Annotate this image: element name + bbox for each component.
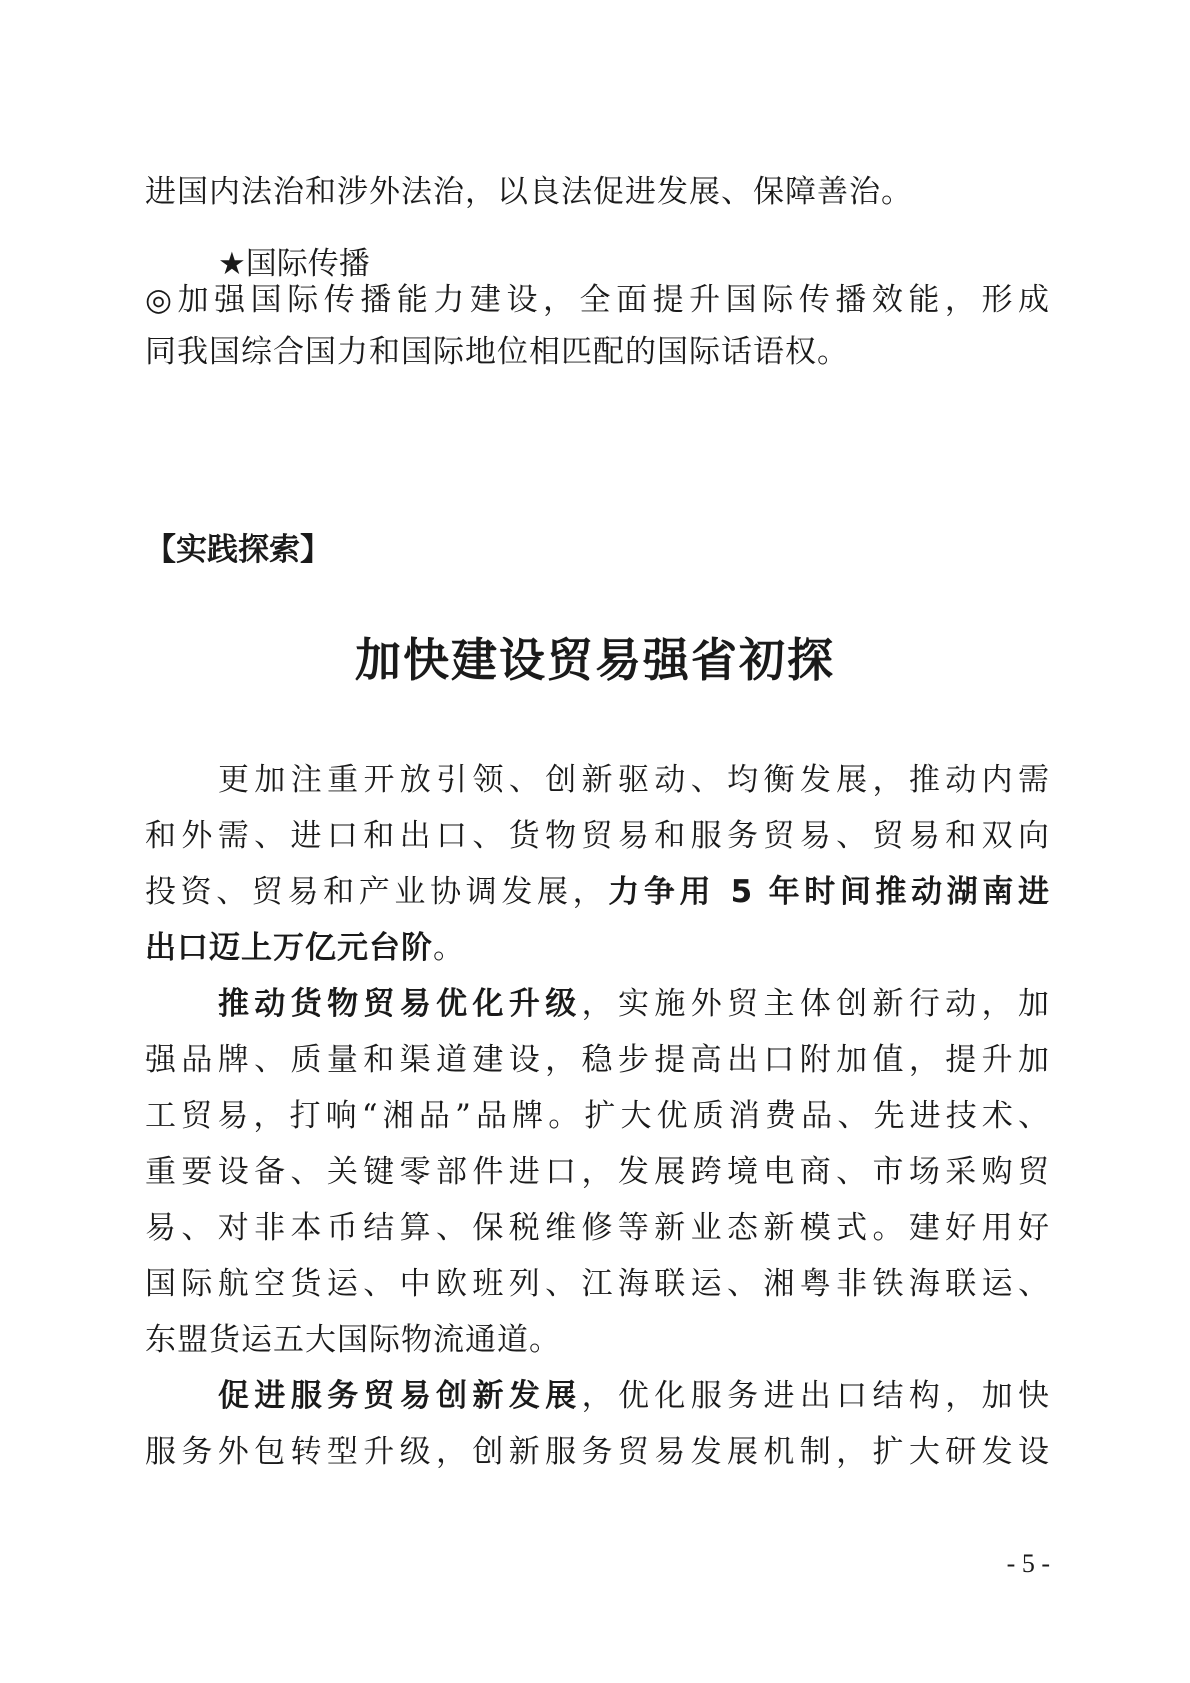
p2-line-4: 重要设备、关键零部件进口，发展跨境电商、市场采购贸 (145, 1154, 1050, 1190)
p1-line-3-bold: 力争用 5 年时间推动湖南进 (608, 874, 1051, 910)
p2-line-5: 易、对非本币结算、保税维修等新业态新模式。建好用好 (145, 1210, 1050, 1246)
section-label: 【实践探索】 (145, 532, 331, 568)
p1-line-4 (145, 928, 1050, 968)
p1-line-4-normal: 。 (433, 930, 465, 966)
p3-line-1-bold: 促进服务贸易创新发展 (218, 1378, 582, 1414)
p2-line-1-normal: ，实施外贸主体创新行动，加 (581, 986, 1051, 1022)
intro-line: 进国内法治和涉外法治，以良法促进发展、保障善治。 (145, 174, 913, 210)
p2-line-1 (218, 984, 1050, 1024)
p2-line-2: 强品牌、质量和渠道建设，稳步提高出口附加值，提升加 (145, 1042, 1050, 1078)
page-number: - 5 - (1006, 1549, 1050, 1578)
p2-line-3: 工贸易，打响“湘品”品牌。扩大优质消费品、先进技术、 (145, 1098, 1050, 1134)
international-heading: ★国际传播 (218, 246, 370, 282)
p2-line-7: 东盟货运五大国际物流通道。 (145, 1322, 561, 1358)
international-line-2: 同我国综合国力和国际地位相匹配的国际话语权。 (145, 334, 849, 370)
international-line-1: ◎加强国际传播能力建设，全面提升国际传播效能，形成 (145, 282, 1050, 318)
p1-line-2: 和外需、进口和出口、货物贸易和服务贸易、贸易和双向 (145, 818, 1050, 854)
p2-line-6: 国际航空货运、中欧班列、江海联运、湘粤非铁海联运、 (145, 1266, 1050, 1302)
p3-line-2: 服务外包转型升级，创新服务贸易发展机制，扩大研发设 (145, 1434, 1050, 1470)
p3-line-1-normal: ，优化服务进出口结构，加快 (581, 1378, 1051, 1414)
p1-line-4-bold: 出口迈上万亿元台阶 (145, 930, 433, 966)
article-title: 加快建设贸易强省初探 (355, 633, 835, 687)
p1-line-3 (145, 872, 1050, 912)
p1-line-1: 更加注重开放引领、创新驱动、均衡发展，推动内需 (218, 762, 1050, 798)
p3-line-1 (218, 1376, 1050, 1416)
p1-line-3-normal: 投资、贸易和产业协调发展， (145, 874, 609, 910)
p2-line-1-bold: 推动货物贸易优化升级 (218, 986, 582, 1022)
